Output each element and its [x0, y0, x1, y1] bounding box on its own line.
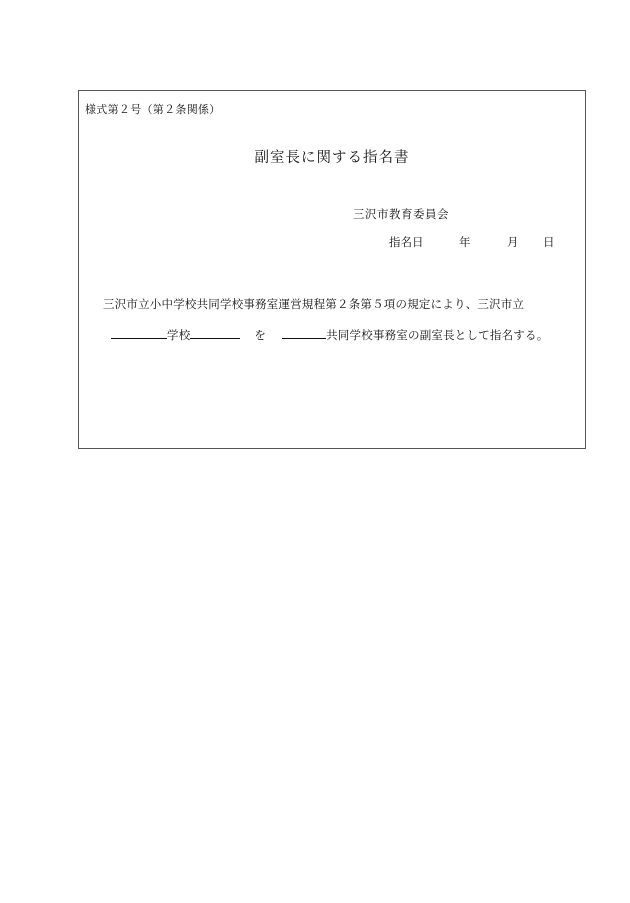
document-title: 副室長に関する指名書	[254, 150, 410, 166]
designation-date-row	[389, 234, 555, 250]
body-text-line-1: 三沢市立小中学校共同学校事務室運営規程第２条第５項の規定により、三沢市立	[103, 297, 525, 311]
particle-wo: を	[254, 328, 267, 342]
office-name-blank	[282, 328, 326, 339]
designation-form	[78, 90, 586, 449]
closing-text: 共同学校事務室の副室長として指名する。	[326, 328, 549, 342]
school-name-blank	[111, 328, 167, 339]
date-year-unit: 年	[459, 235, 471, 249]
date-day-unit: 日	[543, 235, 555, 249]
school-suffix: 学校	[167, 328, 191, 342]
date-month-unit: 月	[507, 235, 519, 249]
form-number-label: 様式第２号（第２条関係）	[85, 103, 221, 116]
issuer-name: 三沢市教育委員会	[353, 207, 449, 221]
date-label: 指名日	[389, 235, 424, 249]
body-text-line-2	[111, 327, 548, 343]
person-name-blank	[190, 328, 240, 339]
